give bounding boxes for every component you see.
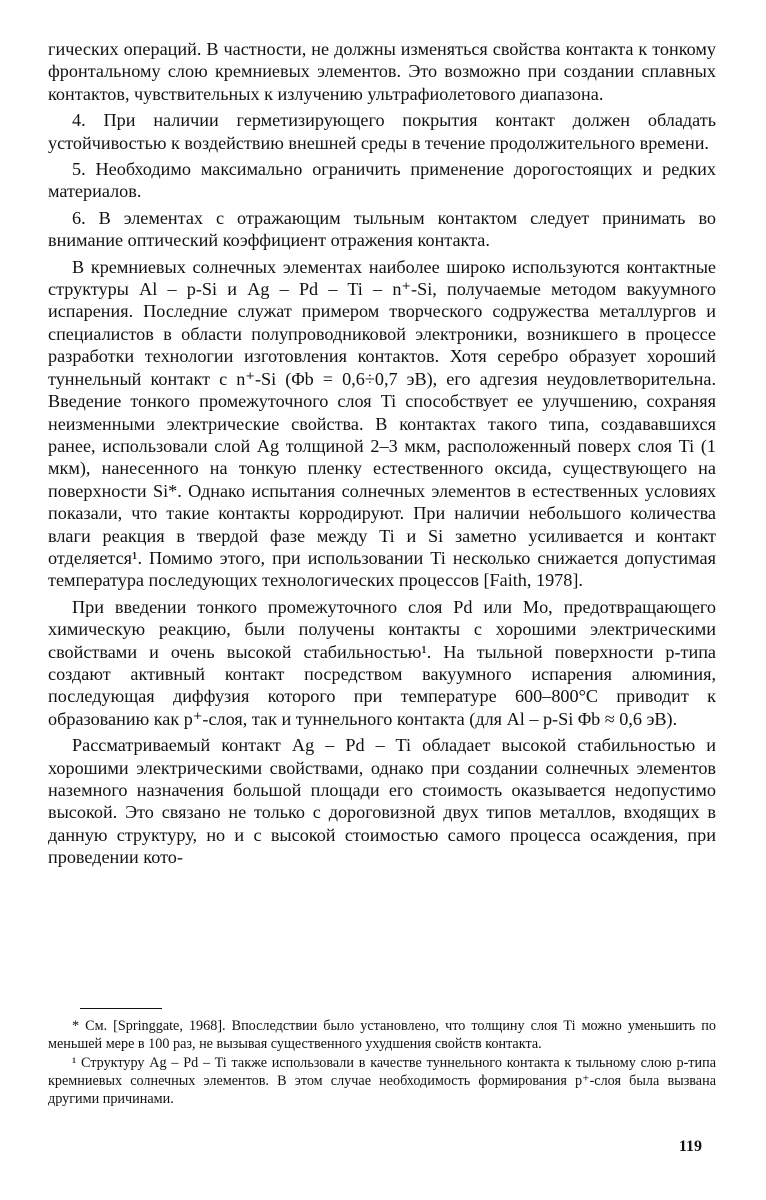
paragraph-pd-mo-layer: При введении тонкого промежуточного слоя Pd или Mo, предотвращающего химическую реакцию, были получены контакты с хорошими электрическими свойствами и очень высокой стабильностью¹. На тыльной поверхности p-типа создают активный контакт посредством вакуумного испарения алюминия, последующая диффузия которого при температуре 600–800°C приводит к образованию как p⁺-слоя, так и туннельного контакта (для Al – p-Si Φb ≈ 0,6 эВ). xyxy=(48,596,716,729)
footnote-asterisk: * См. [Springgate, 1968]. Впоследствии было установлено, что толщину слоя Ti можно уменьшить по меньшей мере в 100 раз, не вызывая существенного ухудшения свойств контакта. xyxy=(48,1018,716,1052)
body-text xyxy=(48,38,716,873)
paragraph-requirement-6: 6. В элементах с отражающим тыльным контактом следует принимать во внимание оптический коэффициент отражения контакта. xyxy=(48,207,716,251)
paragraph-continuation: гических операций. В частности, не должны изменяться свойства контакта к тонкому фронтальному слою кремниевых элементов. Это возможно при создании сплавных контактов, чувствительных к излучению ультрафиолетового диапазона. xyxy=(48,39,716,104)
page-number: 119 xyxy=(678,1138,702,1155)
paragraph-contact-structures: В кремниевых солнечных элементах наиболее широко используются контактные структуры Al – p-Si и Ag – Pd – Ti – n⁺-Si, получаемые методом вакуумного испарения. Последние служат примером творческого содружества металлургов и специалистов в области полупроводниковой электроники, возникшего в процессе разработки технологии изготовления контактов. Хотя серебро образует хороший туннельный контакт с n⁺-Si (Φb = 0,6÷0,7 эВ), его адгезия неудовлетворительна. Введение тонкого промежуточного слоя Ti способствует ее улучшению, сохраняя неизменными электрические свойства. В контактах такого типа, создававшихся ранее, использовали слой Ag толщиной 2–3 мкм, расположенный поверх слоя Ti (1 мкм), нанесенного на тонкую пленку естественного оксида, существующего на поверхности Si*. Однако испытания солнечных элементов в естественных условиях показали, что такие контакты корродируют. При наличии небольшого количества влаги реакция в твердой фазе между Ti и Si заметно усиливается и контакт отделяется¹. Помимо этого, при использовании Ti несколько снижается допустимая температура последующих технологических процессов [Faith, 1978]. xyxy=(48,256,716,591)
footnote-divider xyxy=(80,1008,162,1009)
footnote-1: ¹ Структуру Ag – Pd – Ti также использовали в качестве туннельного контакта к тыльному слою p-типа кремниевых солнечных элементов. В этом случае необходимость формирования p⁺-слоя была вызвана другими причинами. xyxy=(48,1055,716,1107)
paragraph-ag-pd-ti-cost: Рассматриваемый контакт Ag – Pd – Ti обладает высокой стабильностью и хорошими электрическими свойствами, однако при создании солнечных элементов наземного назначения большой площади его стоимость оказывается недопустимо высокой. Это связано не только с дороговизной двух типов металлов, входящих в данную структуру, но и с высокой стоимостью самого процесса осаждения, при проведении кото- xyxy=(48,735,716,868)
paragraph-requirement-4: 4. При наличии герметизирующего покрытия контакт должен обладать устойчивостью к воздействию внешней среды в течение продолжительного времени. xyxy=(48,110,716,153)
footnotes xyxy=(48,1017,716,1109)
paragraph-requirement-5: 5. Необходимо максимально ограничить применение дорогостоящих и редких материалов. xyxy=(48,159,716,202)
